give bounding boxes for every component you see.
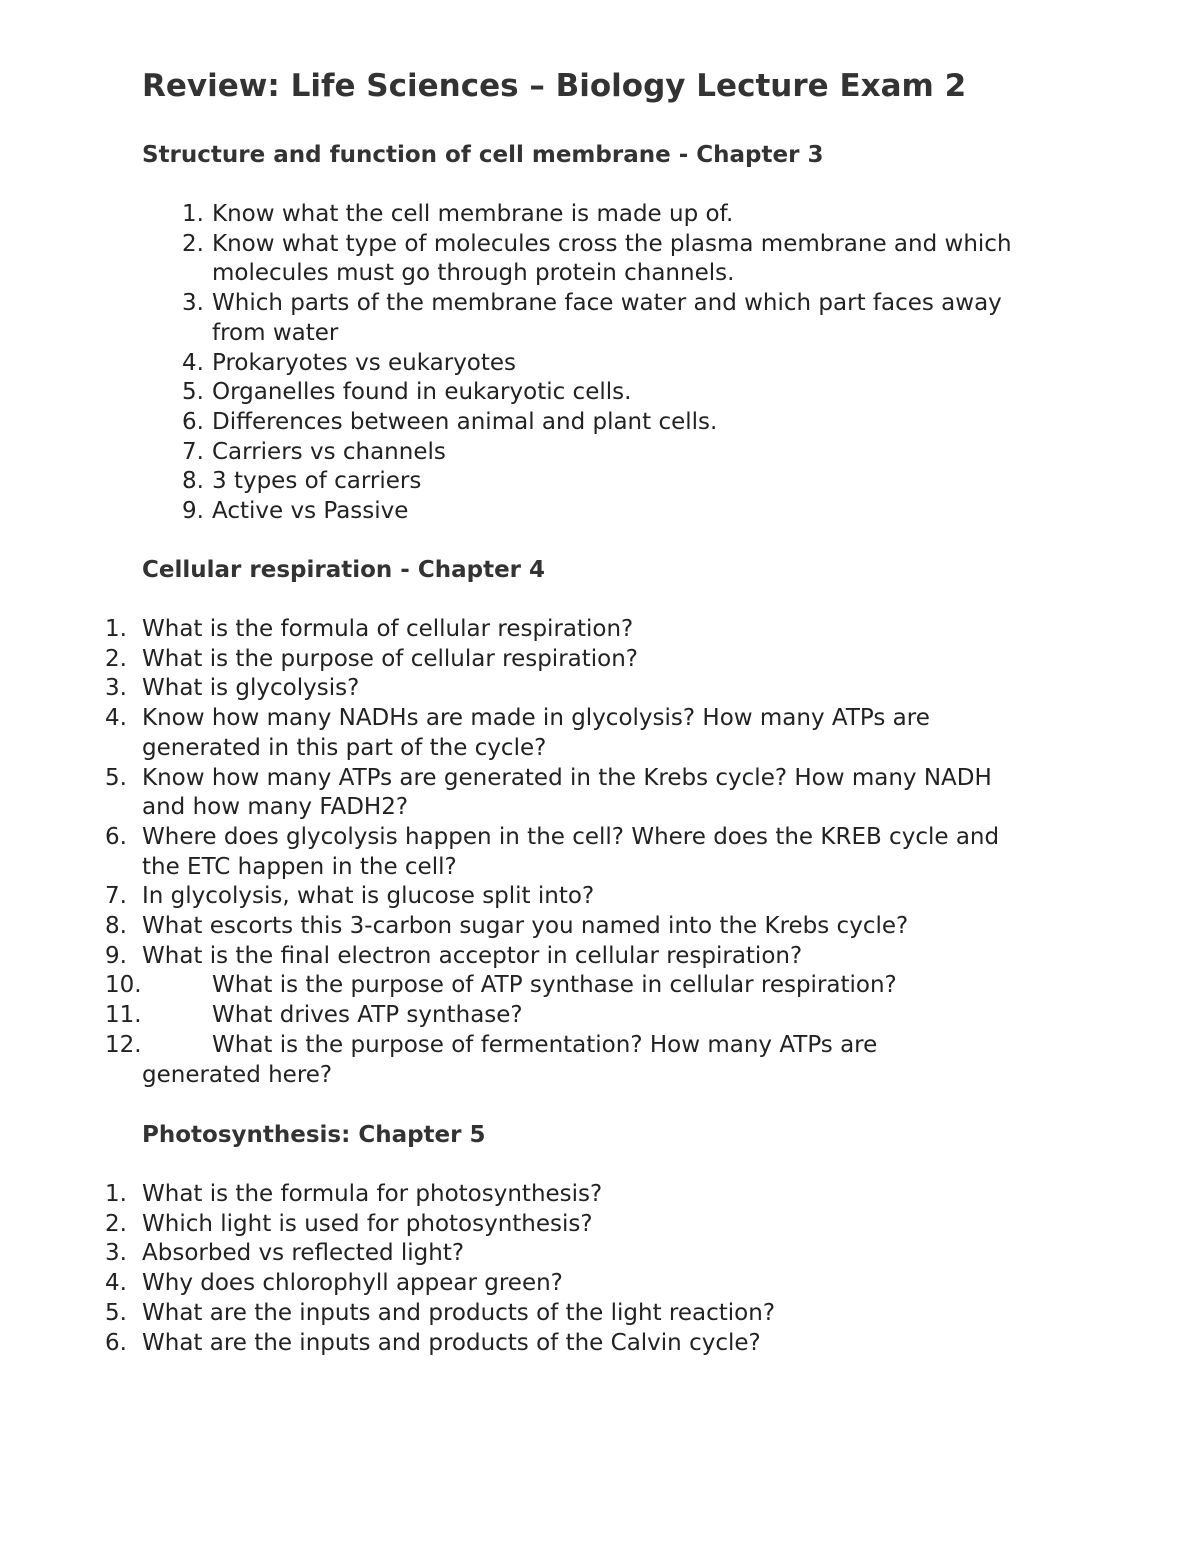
section-heading-chapter-3: Structure and function of cell membrane - Chapter 3 xyxy=(142,142,824,168)
list-item: 8. 3 types of carriers xyxy=(182,468,422,495)
chapter-4-question-list xyxy=(105,615,1052,1090)
list-item: 4. Why does chlorophyll appear green? xyxy=(105,1270,563,1297)
list-item: 1. What is the formula of cellular respiration? xyxy=(105,616,634,642)
list-item: 4. Know how many NADHs are made in glycolysis? How many ATPs are generated in this part of the cycle? xyxy=(105,705,930,761)
list-item: 6. What are the inputs and products of the Calvin cycle? xyxy=(105,1329,761,1356)
list-item: 7. In glycolysis, what is glucose split into? xyxy=(105,883,595,910)
list-item: 2. Know what type of molecules cross the plasma membrane and which molecules must go through protein channels. xyxy=(182,230,1012,287)
list-item: 5. Organelles found in eukaryotic cells. xyxy=(182,379,632,406)
chapter-3-question-list xyxy=(182,200,1052,527)
list-item: 3. Which parts of the membrane face water and which part faces away from water xyxy=(182,290,1002,346)
list-item: 2. What is the purpose of cellular respiration? xyxy=(105,645,639,672)
list-item: 1. What is the formula for photosynthesis? xyxy=(105,1181,603,1207)
page-title: Review: Life Sciences – Biology Lecture Exam 2 xyxy=(142,68,967,104)
list-item: 9. Active vs Passive xyxy=(182,498,409,525)
list-item: 12. What is the purpose of fermentation? How many ATPs are generated here? xyxy=(105,1031,878,1088)
list-item: 6. Where does glycolysis happen in the cell? Where does the KREB cycle and the ETC happen in the cell? xyxy=(105,823,1000,880)
chapter-5-question-list xyxy=(105,1180,1052,1358)
list-item: 9. What is the final electron acceptor in cellular respiration? xyxy=(105,942,803,969)
list-item: 7. Carriers vs channels xyxy=(182,438,446,465)
list-item: 5. Know how many ATPs are generated in the Krebs cycle? How many NADH and how many FADH2? xyxy=(105,764,992,821)
list-item: 11. What drives ATP synthase? xyxy=(105,1002,523,1029)
list-item: 2. Which light is used for photosynthesis? xyxy=(105,1210,593,1237)
list-item: 3. Absorbed vs reflected light? xyxy=(105,1240,465,1267)
list-item: 1. Know what the cell membrane is made up of. xyxy=(182,201,734,227)
section-heading-chapter-5: Photosynthesis: Chapter 5 xyxy=(142,1122,486,1148)
list-item: 4. Prokaryotes vs eukaryotes xyxy=(182,349,517,376)
list-item: 3. What is glycolysis? xyxy=(105,675,360,702)
list-item: 10. What is the purpose of ATP synthase in cellular respiration? xyxy=(105,972,897,999)
list-item: 6. Differences between animal and plant cells. xyxy=(182,408,718,435)
section-heading-chapter-4: Cellular respiration - Chapter 4 xyxy=(142,557,546,583)
list-item: 8. What escorts this 3-carbon sugar you named into the Krebs cycle? xyxy=(105,913,909,940)
list-item: 5. What are the inputs and products of the light reaction? xyxy=(105,1299,776,1326)
